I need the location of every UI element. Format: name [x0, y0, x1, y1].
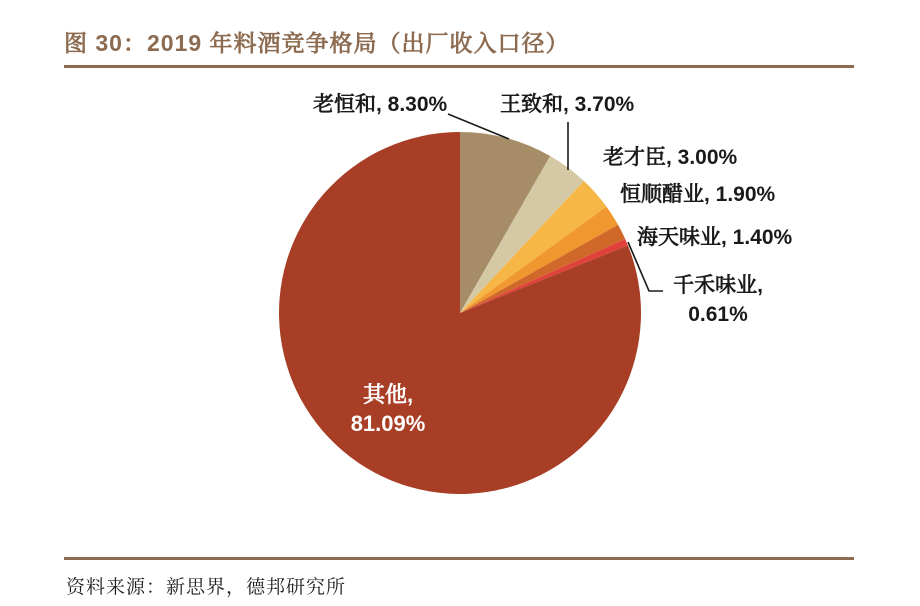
figure-title: 图 30：2019 年料酒竞争格局（出厂收入口径） [64, 30, 570, 56]
callout-qita-name: 其他, [362, 382, 414, 407]
callout-laohenghe [313, 90, 447, 119]
callout-haitian-text: 海天味业, 1.40% [637, 226, 793, 249]
callout-hengshun [620, 180, 775, 209]
callout-haitian [637, 223, 792, 252]
callout-wangzhihe-text: 王致和, 3.70% [500, 93, 635, 116]
callout-qianhe-name: 千禾味业, [673, 274, 763, 297]
callout-laocaichen-text: 老才臣, 3.00% [603, 146, 738, 169]
footer-divider [64, 557, 854, 560]
callout-qita [322, 380, 454, 438]
callout-qianhe-value: 0.61% [688, 303, 748, 326]
source-text: 资料来源：新思界，德邦研究所 [66, 577, 347, 598]
callout-hengshun-text: 恒顺醋业, 1.90% [620, 183, 776, 206]
callout-laocaichen [603, 143, 737, 172]
callout-laohenghe-text: 老恒和, 8.30% [313, 93, 448, 116]
callout-wangzhihe [500, 90, 634, 119]
callout-qita-value: 81.09% [350, 411, 426, 436]
pie-slices [279, 132, 641, 494]
callout-qianhe [648, 271, 788, 329]
